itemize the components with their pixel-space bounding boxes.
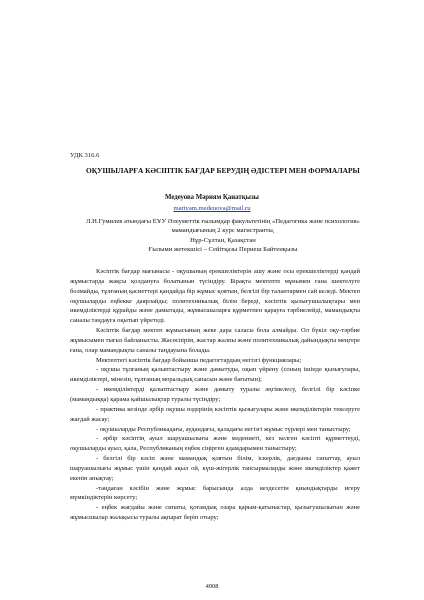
body-paragraph: Мектептегі кәсіптік бағдар бойынша педагогтардың негізгі функциялары; <box>96 356 302 364</box>
list-item: -таңдаған кәсібін және жұмыс барысында алда кездесетін қиындықтарды игеру мүмкіндіктерін көрсету; <box>70 484 360 502</box>
article-body <box>70 267 360 523</box>
article-title: ОҚУШЫЛАРҒА КӘСІПТІК БАҒДАР БЕРУДІҢ ӘДІСТЕРІ МЕН ФОРМАЛАРЫ <box>86 166 360 175</box>
list-item: - оқушы тұлғаның қалыптастыру және дамытуды, оқып үйрену (соның ішінде қызығулары, икемділіктері, мінезін, тұлғаның моральдық сапасын және бағытын); <box>70 366 360 384</box>
affiliation-line: Нұр-Сұлтан, Қазақстан <box>190 236 256 244</box>
list-item: - белгілі бір кәсіп және мамандық қоятын білім, іскерлік, дағдыны сипаттау, ауыл шаруашылығы жұмыс үшін қандай ақыл ой, күш-жігерлік тапсырмаларды және икемділіктер қажет екенін анықтау; <box>70 455 360 482</box>
list-item: - еңбек жағдайы және сипаты, қоғамдық озара қарым-қатынастар, қызығушылығын және жұмысшылар жалақысы туралы ақпарат беріп отыру; <box>70 504 360 522</box>
list-item: - практика кезінде әрбір оқушы өздерінің кәсіптік қызығулары және икемділіктерін тексеруге жағдай жасау; <box>70 405 360 423</box>
udc-code: УДК 316.6 <box>70 152 100 159</box>
affiliation-line: Ғылыми жетекшісі – Сейітқазы Пернеш Байтенқызы <box>148 245 298 253</box>
author-email-link[interactable]: mariyam.medeuova@mail.ru <box>173 205 251 212</box>
affiliation-block <box>78 217 368 254</box>
list-item: - оқушыларды Республикадағы, аудандағы, қаладағы негізгі жұмыс түрлері мен таныстыру; <box>96 425 351 433</box>
body-paragraph: Кәсіптік бағдар мағынасы - оқушының ерекшеліктерін ашу және осы ерекшеліктерді қандай жұмыстарда жақсы қолдануға болатынын түсіндіру. Бірақта мектепте мұнымен ғана шектелуге болмайды, тұлғаның қасиеттері қандайда бір жұмыс қоятын, белгілі бір талантармен сай келеді. Мектеп оқушыларды еңбекке даярлайды; политехникалық білім береді, кәсіптік қызығушылықтары мен икемділіктерді құрайды және дамытады, жұмысшыларға құрметпен қарауға тәрбиелейді, мамандықты саналы таңдауға оқытып үйретеді. <box>70 268 360 325</box>
page-number: 4908 <box>205 583 219 590</box>
affiliation-line: Л.Н.Гумилев атындағы ЕҰУ Әлеуметтік ғылымдар факультетінің «Педагогика және психология» мамандығының 2 курс магистранты, <box>86 218 360 235</box>
body-paragraph: Кәсіптік бағдар мектеп жұмысының жеке дара саласы бола алмайды. Ол бүкіл оқу-тәрбие жұмысымен тығыз байланысты. Жасөспірім, жастар жалпы және политехникалық дайындықты меңгере ғана, олар мамандықты саналы таңдауына болады. <box>70 327 360 354</box>
author-name: Медеуова Мәриям Қанатқызы <box>165 194 259 201</box>
list-item: - икемділіктерді қалыптастыру және дамыту туралы әңгімелесу, белгілі бір кәсіпке (мамандыққа) қарама қайшылықтар туралы түсіндіру; <box>70 386 360 403</box>
list-item: - әрбір кәсіптің ауыл шаруашылығы және мәдениеті, кез келген кәсіпті құрметтеуді, оқушыларды ауыл, қала, Республиканың еңбек сіңірген адамдарымен таныстыру; <box>70 435 360 453</box>
